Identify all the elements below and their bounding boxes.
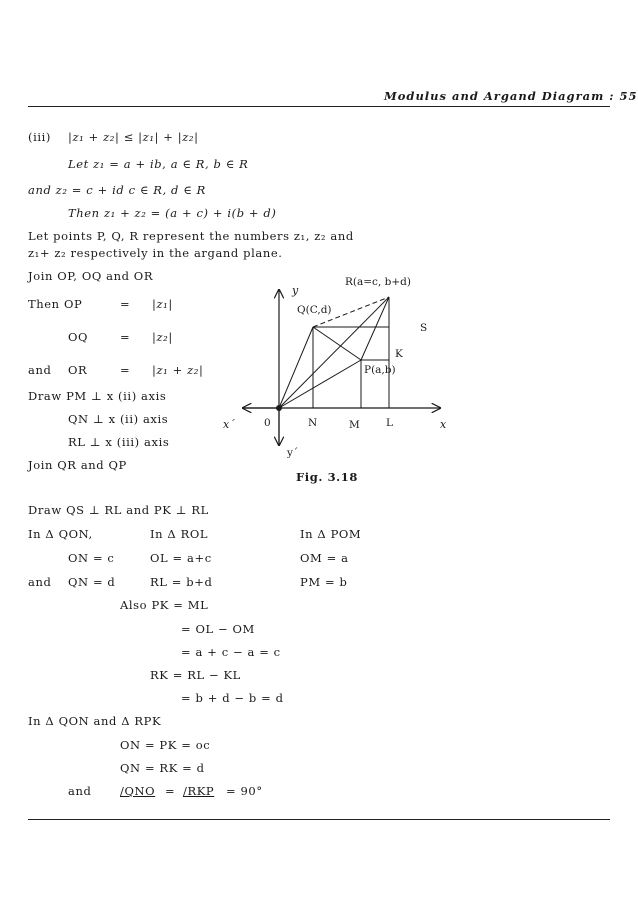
oq-label: OQ xyxy=(68,330,89,344)
label-y: y xyxy=(292,284,299,297)
and-label-2: and xyxy=(28,575,52,589)
label-x-prime: x´ xyxy=(223,418,235,431)
label-x: x xyxy=(440,418,447,431)
qn-perp-line: QN ⊥ x (ii) axis xyxy=(68,412,169,426)
draw-pm-line: Draw PM ⊥ x (ii) axis xyxy=(28,389,167,403)
and-z2-line: and z₂ = c + id c ∈ R, d ∈ R xyxy=(28,183,206,197)
running-header: Modulus and Argand Diagram : 55 xyxy=(384,89,638,103)
om-equals-a: OM = a xyxy=(300,551,349,565)
respectively-line: z₁+ z₂ respectively in the argand plane. xyxy=(28,246,283,260)
then-sum-line: Then z₁ + z₂ = (a + c) + i(b + d) xyxy=(68,206,277,220)
qn-rk-line: QN = RK = d xyxy=(120,761,205,775)
let-points-line: Let points P, Q, R represent the numbers z₁, z₂ and xyxy=(28,229,354,243)
origin-point xyxy=(276,405,282,411)
angle-equals: = xyxy=(165,784,176,798)
oq-value: |z₂| xyxy=(152,330,173,344)
label-r: R(a=c, b+d) xyxy=(345,276,411,288)
or-label: OR xyxy=(68,363,88,377)
rk-line: RK = RL − KL xyxy=(150,668,241,682)
label-n: N xyxy=(308,417,318,429)
rl-perp-line: RL ⊥ x (iii) axis xyxy=(68,435,170,449)
inequality-expression: |z₁ + z₂| ≤ |z₁| + |z₂| xyxy=(68,130,199,144)
and-label-3: and xyxy=(68,784,92,798)
op-label: Then OP xyxy=(28,297,83,311)
join-qr-line: Join QR and QP xyxy=(28,458,127,472)
figure-caption: Fig. 3.18 xyxy=(296,470,358,484)
pm-equals-b: PM = b xyxy=(300,575,348,589)
segment-or xyxy=(279,297,389,408)
label-p: P(a,b) xyxy=(364,364,396,376)
in-qon-label: In Δ QON, xyxy=(28,527,93,541)
or-equals: = xyxy=(120,363,131,377)
pk-result-line: = a + c − a = c xyxy=(181,645,281,659)
on-pk-line: ON = PK = oc xyxy=(120,738,211,752)
label-m: M xyxy=(349,419,360,431)
in-qon-rpk-line: In Δ QON and Δ RPK xyxy=(28,714,162,728)
label-k: K xyxy=(395,348,403,360)
label-origin: 0 xyxy=(264,417,271,429)
also-pk-line: Also PK = ML xyxy=(120,598,209,612)
segment-oq xyxy=(279,327,313,408)
oq-equals: = xyxy=(120,330,131,344)
in-pom-label: In Δ POM xyxy=(300,527,362,541)
let-z1-line: Let z₁ = a + ib, a ∈ R, b ∈ R xyxy=(68,157,249,171)
angle-qno: /QNO xyxy=(120,784,156,798)
footer-rule xyxy=(28,819,610,820)
angle-rkp: /RKP xyxy=(183,784,215,798)
draw-qs-line: Draw QS ⊥ RL and PK ⊥ RL xyxy=(28,503,209,517)
ol-equals-ac: OL = a+c xyxy=(150,551,212,565)
label-q: Q(C,d) xyxy=(297,304,332,316)
label-y-prime: y´ xyxy=(287,447,299,459)
qn-equals-d: QN = d xyxy=(68,575,116,589)
ol-minus-om-line: = OL − OM xyxy=(181,622,255,636)
op-equals: = xyxy=(120,297,131,311)
item-label-iii: (iii) xyxy=(28,130,52,144)
op-value: |z₁| xyxy=(152,297,173,311)
join-line: Join OP, OQ and OR xyxy=(28,269,154,283)
in-rol-label: In Δ ROL xyxy=(150,527,209,541)
angle-ninety: = 90° xyxy=(226,784,263,798)
label-s: S xyxy=(420,322,428,334)
or-and: and xyxy=(28,363,52,377)
or-value: |z₁ + z₂| xyxy=(152,363,204,377)
label-l: L xyxy=(386,417,393,429)
on-equals-c: ON = c xyxy=(68,551,115,565)
rk-result-line: = b + d − b = d xyxy=(181,691,284,705)
rl-equals-bd: RL = b+d xyxy=(150,575,213,589)
